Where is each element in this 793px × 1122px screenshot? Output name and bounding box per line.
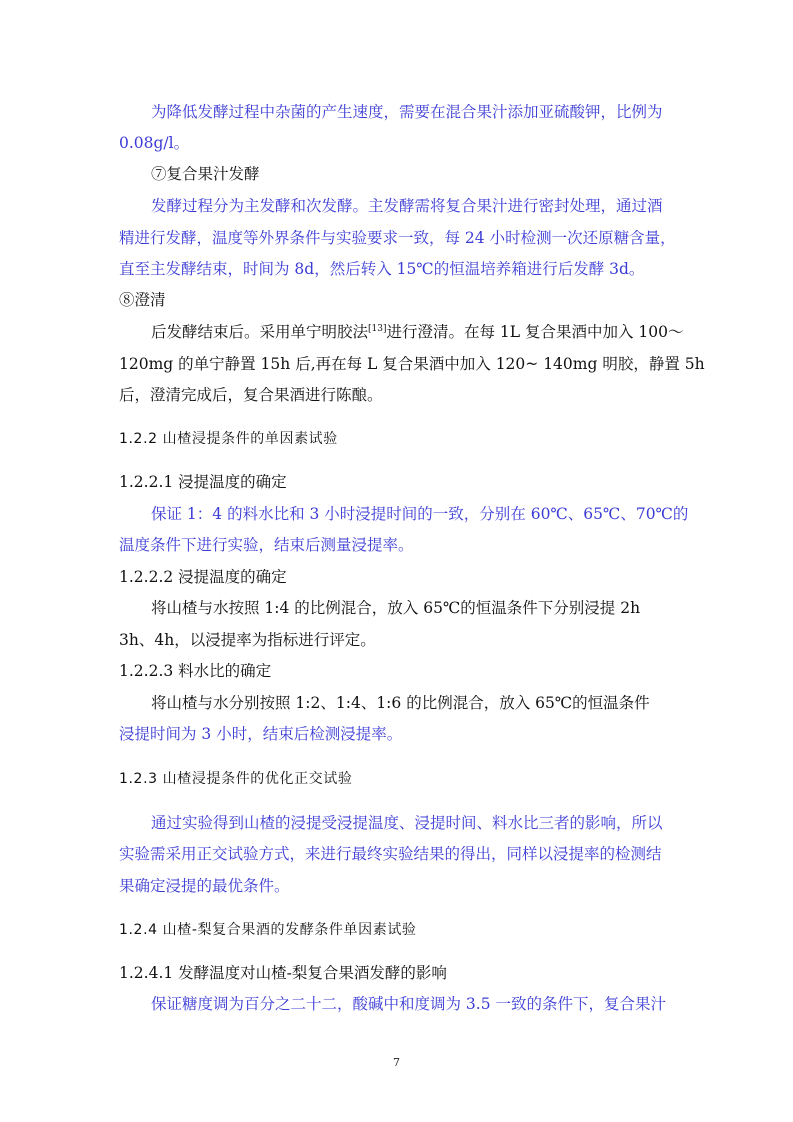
paragraph-line: 通过实验得到山楂的浸提受浸提温度、浸提时间、料水比三者的影响，所以 bbox=[151, 814, 663, 832]
paragraph-line: 3h、4h，以浸提率为指标进行评定。 bbox=[119, 631, 376, 649]
step-heading-8: ⑧澄清 bbox=[119, 291, 166, 309]
subsection-heading: 1.2.2.2 浸提温度的确定 bbox=[119, 568, 287, 586]
paragraph-line: 果确定浸提的最优条件。 bbox=[119, 877, 290, 895]
step-heading-7: ⑦复合果汁发酵 bbox=[151, 165, 260, 183]
paragraph-line: 发酵过程分为主发酵和次发酵。主发酵需将复合果汁进行密封处理，通过酒 bbox=[151, 197, 663, 215]
paragraph-line: 将山楂与水分别按照 1:2、1:4、1:6 的比例混合，放入 65℃的恒温条件 bbox=[151, 694, 650, 712]
subsection-heading: 1.2.2.1 浸提温度的确定 bbox=[119, 473, 287, 491]
subsection-heading: 1.2.2.3 料水比的确定 bbox=[119, 662, 272, 680]
paragraph-line: 浸提时间为 3 小时，结束后检测浸提率。 bbox=[119, 725, 403, 743]
paragraph-line: 直至主发酵结束，时间为 8d，然后转入 15℃的恒温培养箱进行后发酵 3d。 bbox=[119, 260, 645, 278]
line-text: 后发酵结束后。采用单宁明胶法 bbox=[151, 323, 369, 341]
paragraph-line: 温度条件下进行实验，结束后测量浸提率。 bbox=[119, 536, 414, 554]
paragraph-line: 120mg 的单宁静置 15h 后,再在每 L 复合果酒中加入 120~ 140mg 明胶，静置 5h bbox=[119, 355, 705, 373]
citation-ref: [13] bbox=[368, 323, 387, 334]
page-number: 7 bbox=[393, 1056, 400, 1069]
paragraph-line: 将山楂与水按照 1:4 的比例混合，放入 65℃的恒温条件下分别浸提 2h bbox=[151, 599, 641, 617]
paragraph-line: 实验需采用正交试验方式，来进行最终实验结果的得出，同样以浸提率的检测结 bbox=[119, 845, 662, 863]
line-text: 进行澄清。在每 1L 复合果酒中加入 100～ bbox=[386, 323, 684, 341]
section-heading-1-2-3: 1.2.3 山楂浸提条件的优化正交试验 bbox=[119, 771, 353, 787]
section-heading-1-2-2: 1.2.2 山楂浸提条件的单因素试验 bbox=[119, 431, 338, 447]
paragraph-line bbox=[151, 322, 684, 342]
paragraph-line: 为降低发酵过程中杂菌的产生速度，需要在混合果汁添加亚硫酸钾，比例为 bbox=[151, 103, 663, 121]
paragraph-line: 保证糖度调为百分之二十二，酸碱中和度调为 3.5 一致的条件下，复合果汁 bbox=[151, 995, 667, 1013]
paragraph-line: 保证 1：4 的料水比和 3 小时浸提时间的一致，分别在 60℃、65℃、70℃的 bbox=[151, 505, 689, 523]
paragraph-line: 后，澄清完成后，复合果酒进行陈酿。 bbox=[119, 386, 383, 404]
paragraph-line: 精进行发酵，温度等外界条件与实验要求一致，每 24 小时检测一次还原糖含量， bbox=[119, 229, 676, 247]
paragraph-line: 0.08g/l。 bbox=[119, 134, 190, 152]
subsection-heading: 1.2.4.1 发酵温度对山楂-梨复合果酒发酵的影响 bbox=[119, 964, 447, 982]
section-heading-1-2-4: 1.2.4 山楂-梨复合果酒的发酵条件单因素试验 bbox=[119, 922, 417, 938]
